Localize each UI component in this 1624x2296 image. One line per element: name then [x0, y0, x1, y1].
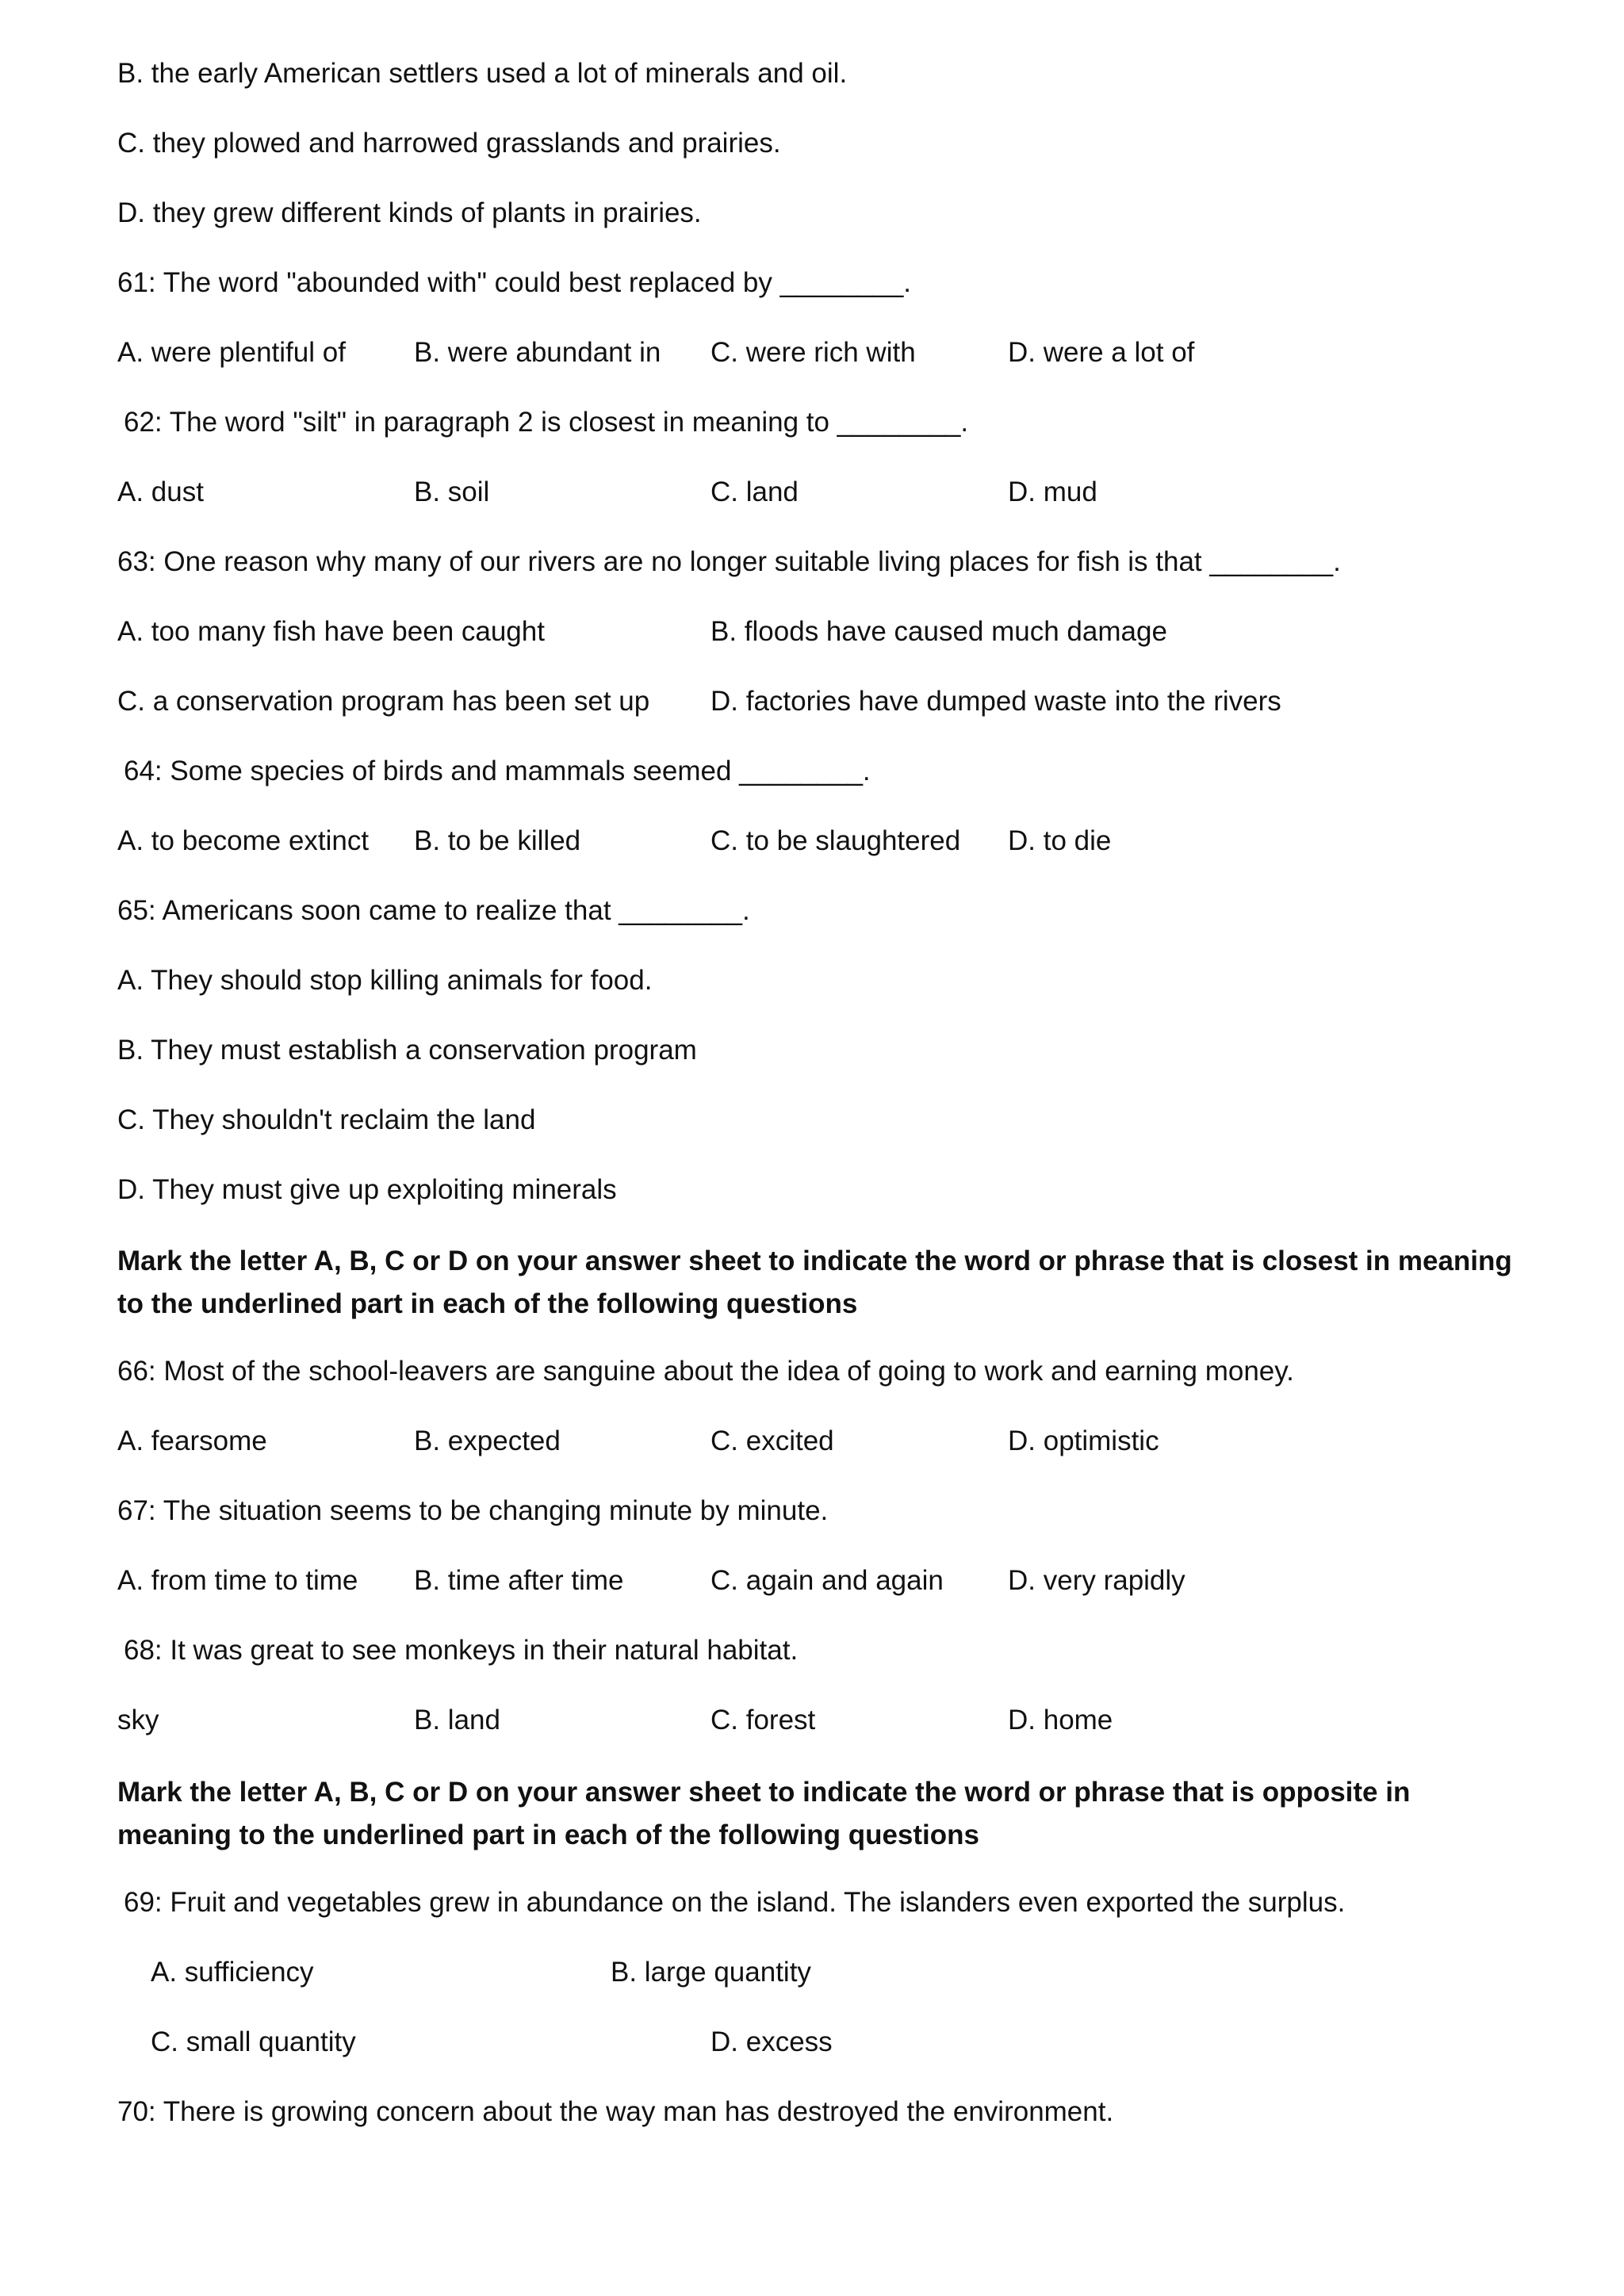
- q61-option-a: A. were plentiful of: [117, 337, 346, 368]
- q64-option-b: B. to be killed: [414, 825, 581, 856]
- q64-option-c: C. to be slaughtered: [710, 825, 961, 856]
- q69-option-d: D. excess: [710, 2026, 833, 2057]
- q65-option-c: C. They shouldn't reclaim the land: [117, 1104, 536, 1135]
- q61-option-c: C. were rich with: [710, 337, 916, 368]
- q67-option-c: C. again and again: [710, 1565, 944, 1596]
- q69-option-a: A. sufficiency: [151, 1957, 314, 1988]
- q69-option-b: B. large quantity: [611, 1957, 811, 1988]
- q63-stem: 63: One reason why many of our rivers are no longer suitable living places for fish is that ________.: [117, 546, 1341, 577]
- q65-option-b: B. They must establish a conservation program: [117, 1035, 697, 1066]
- q67-option-a: A. from time to time: [117, 1565, 358, 1596]
- q60-option-c: C. they plowed and harrowed grasslands and prairies.: [117, 128, 781, 159]
- q68-option-b: B. land: [414, 1705, 500, 1735]
- q63-option-a: A. too many fish have been caught: [117, 616, 545, 647]
- q62-option-d: D. mud: [1008, 476, 1097, 507]
- q66-option-d: D. optimistic: [1008, 1425, 1159, 1456]
- q67-option-b: B. time after time: [414, 1565, 624, 1596]
- q63-option-b: B. floods have caused much damage: [710, 616, 1167, 647]
- q65-stem: 65: Americans soon came to realize that ________.: [117, 895, 750, 926]
- q67-stem: 67: The situation seems to be changing minute by minute.: [117, 1495, 829, 1526]
- q70-stem: 70: There is growing concern about the way man has destroyed the environment.: [117, 2096, 1114, 2127]
- q68-stem: 68: It was great to see monkeys in their natural habitat.: [124, 1635, 799, 1666]
- q64-option-a: A. to become extinct: [117, 825, 370, 856]
- q68-option-c: C. forest: [710, 1705, 816, 1735]
- q66-option-c: C. excited: [710, 1425, 834, 1456]
- q65-option-a: A. They should stop killing animals for food.: [117, 965, 653, 996]
- q66-stem: 66: Most of the school-leavers are sanguine about the idea of going to work and earning money.: [117, 1356, 1294, 1387]
- q61-stem: 61: The word "abounded with" could best replaced by ________.: [117, 267, 912, 298]
- q60-option-d: D. they grew different kinds of plants in prairies.: [117, 197, 702, 228]
- q69-option-c: C. small quantity: [151, 2026, 356, 2057]
- q62-option-c: C. land: [710, 476, 799, 507]
- q62-stem: 62: The word "silt" in paragraph 2 is closest in meaning to ________.: [124, 407, 969, 438]
- q60-option-b: B. the early American settlers used a lot of minerals and oil.: [117, 58, 848, 89]
- q63-option-d: D. factories have dumped waste into the rivers: [710, 686, 1281, 717]
- q68-option-d: D. home: [1008, 1705, 1113, 1735]
- instruction-opposite-meaning: Mark the letter A, B, C or D on your answer sheet to indicate the word or phrase that is opposite in meaning to the underlined part in each of the following questions: [117, 1777, 1411, 1850]
- q69-stem: 69: Fruit and vegetables grew in abundance on the island. The islanders even exported the surplus.: [124, 1887, 1346, 1918]
- q64-stem: 64: Some species of birds and mammals seemed ________.: [124, 756, 871, 786]
- q68-option-a: sky: [117, 1705, 159, 1735]
- q67-option-d: D. very rapidly: [1008, 1565, 1185, 1596]
- q66-option-b: B. expected: [414, 1425, 561, 1456]
- q65-option-d: D. They must give up exploiting minerals: [117, 1174, 617, 1205]
- q62-option-a: A. dust: [117, 476, 204, 507]
- q61-option-d: D. were a lot of: [1008, 337, 1195, 368]
- q61-option-b: B. were abundant in: [414, 337, 661, 368]
- instruction-closest-meaning: Mark the letter A, B, C or D on your answer sheet to indicate the word or phrase that is closest in meaning to the underlined part in each of the following questions: [117, 1246, 1512, 1319]
- q66-option-a: A. fearsome: [117, 1425, 267, 1456]
- q62-option-b: B. soil: [414, 476, 490, 507]
- q64-option-d: D. to die: [1008, 825, 1112, 856]
- q63-option-c: C. a conservation program has been set up: [117, 686, 650, 717]
